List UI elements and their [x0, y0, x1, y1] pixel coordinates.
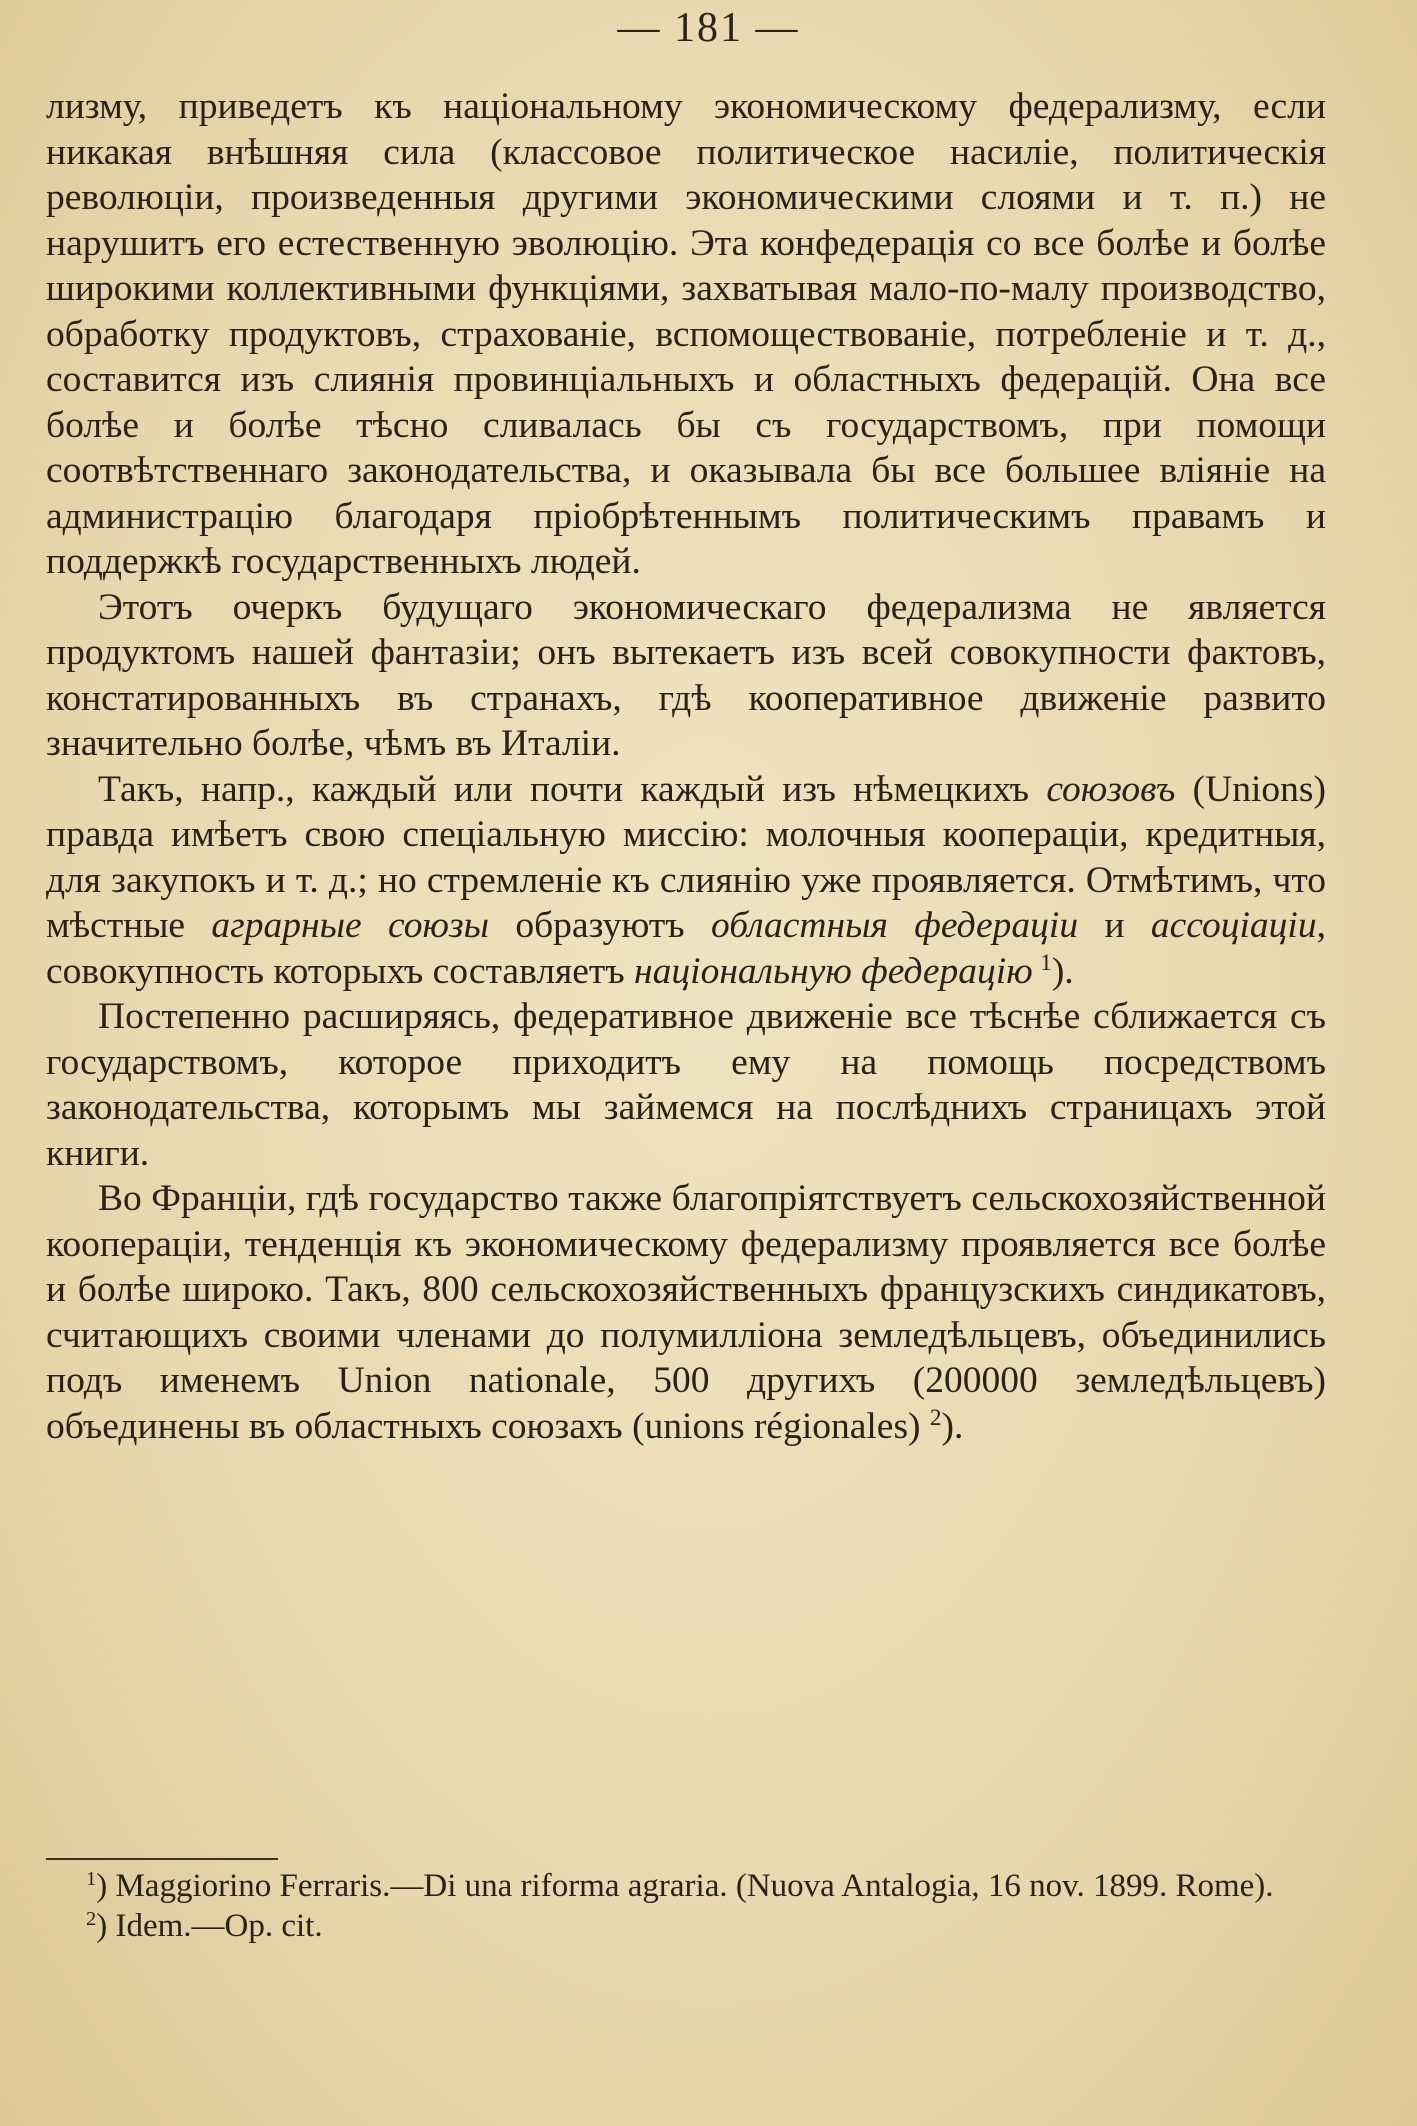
italic-term: ассоціаціи — [1150, 905, 1317, 946]
footnotes — [46, 1866, 1326, 1946]
footnote-2 — [46, 1906, 1326, 1946]
footnote-ref-1: 1 — [1040, 949, 1052, 976]
footnote-marker: 1 — [86, 1867, 97, 1890]
paragraph-3-text: и — [1078, 905, 1151, 946]
body-text — [46, 84, 1326, 1449]
footnote-marker: 2 — [86, 1907, 97, 1930]
paragraph-3-text: ). — [1051, 950, 1074, 992]
paragraph-3-text: , совокупность которыхъ составляетъ — [46, 905, 1326, 992]
paragraph-3-text: (Unions) правда имѣетъ свою спеціальную миссію: молочныя коопераціи, кредитныя, для закупокъ и т. д.; но стремленіе къ слиянію уже проявляется. Отмѣтимъ, что мѣстные — [46, 768, 1326, 946]
paragraph-5-text: Во Франціи, гдѣ государство также благопріятствуетъ сельскохозяйственной коопераціи, тенденція къ экономическому федерализму проявляется все болѣе и болѣе широко. Такъ, 800 сельскохозяйственныхъ французскихъ синдикатовъ, считающихъ своими членами до полумилліона земледѣльцевъ, объединились подъ именемъ Union nationale, 500 другихъ (200000 земледѣльцевъ) объединены въ областныхъ союзахъ (unions régionales) — [46, 1178, 1326, 1447]
footnote-ref-2: 2 — [929, 1404, 942, 1431]
italic-term: союзовъ — [1046, 768, 1176, 810]
paragraph-4: Постепенно расширяясь, федеративное движеніе все тѣснѣе сближается съ государствомъ, которое приходитъ ему на помощь посредствомъ законодательства, которымъ мы займемся на послѣднихъ страницахъ этой книги. — [46, 996, 1326, 1174]
italic-term: аграрные союзы — [211, 905, 489, 946]
italic-term: національную федерацію — [634, 950, 1033, 992]
paragraph-2: Этотъ очеркъ будущаго экономическаго федерализма не является продуктомъ нашей фантазіи; онъ вытекаетъ изъ всей совокупности фактовъ, констатированныхъ въ странахъ, гдѣ кооперативное движеніе развито значительно болѣе, чѣмъ въ Италіи. — [46, 586, 1326, 764]
page-number: — 181 — — [617, 5, 800, 51]
paragraph-3-text: образуютъ — [488, 905, 712, 946]
paragraph-5-text: ). — [941, 1405, 964, 1447]
paragraph-1: лизму, приведетъ къ національному экономическому федерализму, если никакая внѣшняя сила (классовое политическое насиліе, политическія революціи, произведенныя другими экономическими слоями и т. п.) не нарушитъ его естественную эволюцію. Эта конфедерація со все болѣе и болѣе широкими коллективными функціями, захватывая мало-по-малу производство, обработку продуктовъ, страхованіе, вспомоществованіе, потребленіе и т. д., составится изъ слиянія провинціальныхъ и областныхъ федерацій. Она все болѣе и болѣе тѣсно сливалась бы съ государствомъ, при помощи соотвѣтственнаго законодательства, и оказывала бы все большее вліяніе на администрацію благодаря пріобрѣтеннымъ политическимъ правамъ и поддержкѣ государственныхъ людей. — [46, 86, 1326, 582]
footnote-1 — [46, 1866, 1326, 1906]
footnote-text: ) Idem.—Op. cit. — [96, 1908, 323, 1944]
paragraph-3-text: Такъ, напр., каждый или почти каждый изъ нѣмецкихъ — [98, 768, 1047, 810]
footnote-text: ) Maggiorino Ferraris.—Di una riforma agraria. (Nuova Antalogia, 16 nov. 1899. Rome). — [96, 1868, 1274, 1904]
paragraph-3 — [46, 767, 1326, 995]
footnote-divider — [46, 1858, 278, 1860]
paragraph-5 — [46, 1176, 1326, 1449]
italic-term: областныя федераціи — [711, 905, 1079, 946]
